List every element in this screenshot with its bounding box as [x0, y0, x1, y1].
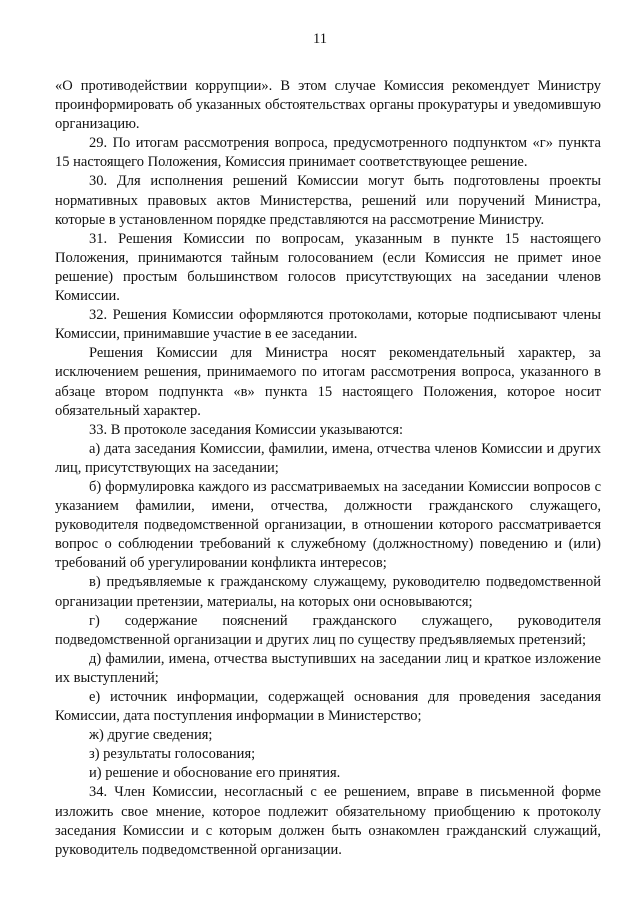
- list-item-g: г) содержание пояснений гражданского служащего, руководителя подведомственной организации и других лиц по существу предъявляемых претензий;: [55, 612, 601, 648]
- paragraph-32-decisions: Решения Комиссии для Министра носят рекомендательный характер, за исключением решения, принимаемого по итогам рассмотрения вопроса, указанного в абзаце втором подпункта «в» пункта 15 настоящего Положения, которое носит обязательный характер.: [55, 345, 601, 419]
- paragraph-33: 33. В протоколе заседания Комиссии указываются:: [89, 421, 404, 438]
- list-item-zh: ж) другие сведения;: [89, 727, 213, 744]
- list-item-b: б) формулировка каждого из рассматриваемых на заседании Комиссии вопросов с указанием фамилии, имени, отчества, должности гражданского служащего, руководителя подведомственной организации, в отношении которого рассматривается вопрос о соблюдении требований к служебному (должностному) поведению и (или) требований об урегулировании конфликта интересов;: [55, 478, 601, 572]
- paragraph-34: 34. Член Комиссии, несогласный с ее решением, вправе в письменной форме изложить свое мнение, которое подлежит обязательному приобщению к протоколу заседания Комиссии и с которым должен быть ознакомлен гражданский служащий, руководитель подведомственной организации.: [55, 784, 601, 858]
- list-item-a: а) дата заседания Комиссии, фамилии, имена, отчества членов Комиссии и других лиц, присутствующих на заседании;: [55, 440, 601, 476]
- list-item-i: и) решение и обоснование его принятия.: [89, 765, 341, 782]
- page-number: 11: [313, 31, 327, 47]
- list-item-z: з) результаты голосования;: [89, 746, 256, 763]
- paragraph-31: 31. Решения Комиссии по вопросам, указанным в пункте 15 настоящего Положения, принимаются тайным голосованием (если Комиссия не примет иное решение) простым большинством голосов присутствующих на заседании членов Комиссии.: [55, 230, 601, 305]
- paragraph-29: 29. По итогам рассмотрения вопроса, предусмотренного подпунктом «г» пункта 15 настоящего Положения, Комиссия принимает соответствующее решение.: [55, 135, 601, 171]
- list-item-d: д) фамилии, имена, отчества выступивших на заседании лиц и краткое изложение их выступлений;: [55, 650, 601, 686]
- list-item-v: в) предъявляемые к гражданскому служащему, руководителю подведомственной организации претензии, материалы, на которых они основываются;: [55, 574, 601, 610]
- document-body: [55, 77, 601, 860]
- paragraph-continuation: «О противодействии коррупции». В этом случае Комиссия рекомендует Министру проинформировать об указанных обстоятельствах органы прокуратуры и уведомившую организацию.: [55, 78, 601, 133]
- paragraph-32: 32. Решения Комиссии оформляются протоколами, которые подписывают члены Комиссии, принимавшие участие в ее заседании.: [55, 307, 601, 343]
- paragraph-30: 30. Для исполнения решений Комиссии могут быть подготовлены проекты нормативных правовых актов Министерства, решений или поручений Министра, которые в установленном порядке представляются на рассмотрение Министру.: [55, 173, 601, 228]
- list-item-e: е) источник информации, содержащей основания для проведения заседания Комиссии, дата поступления информации в Министерство;: [55, 689, 601, 725]
